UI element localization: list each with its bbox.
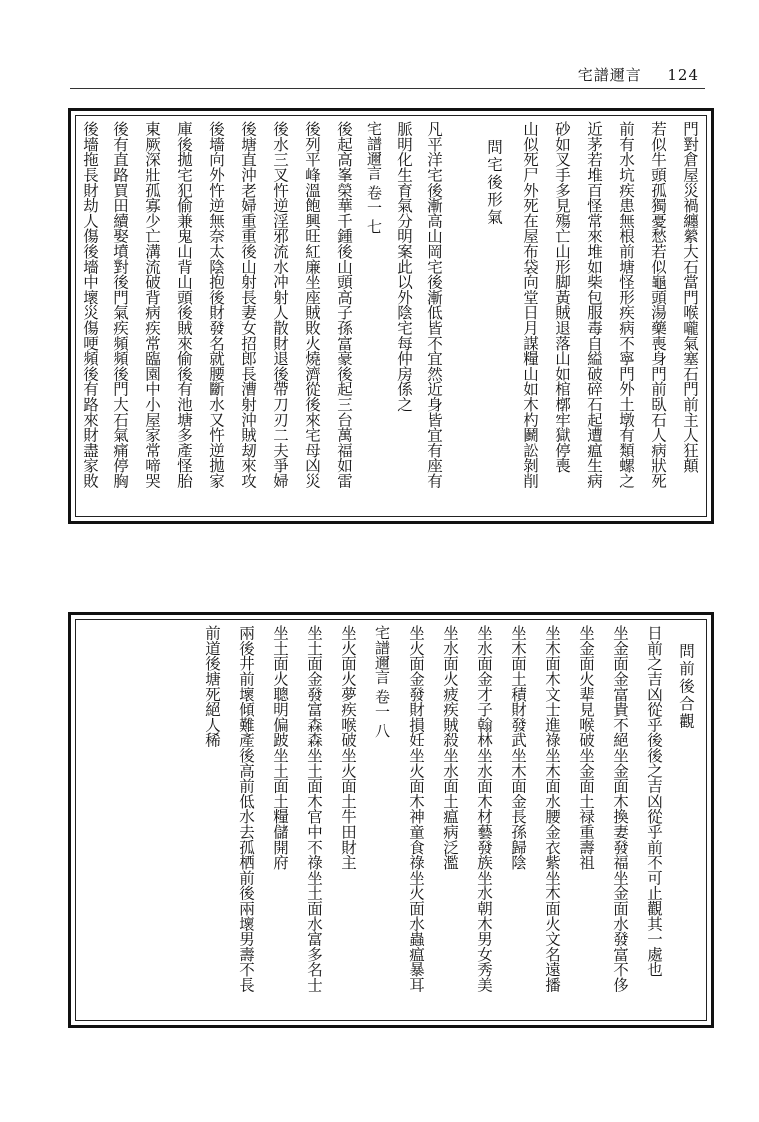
text-column: 坐火面金發財損妊坐火面木神童食祿坐火面水蟲瘟暴耳 [407, 625, 425, 993]
text-column: 坐土面火聰明偏跛坐土面土糧儲開府 [271, 625, 289, 870]
text-column: 坐水面火疲疾賊殺坐水面土瘟病泛濫 [441, 625, 459, 870]
text-column: 砂如叉手多見殤亡山形脚黃賊退落山如棺槨牢獄停喪 [553, 121, 571, 473]
text-column: 脈明化生育氣分明案此以外陰宅每仲房係之 [395, 121, 413, 412]
text-column: 後起高峯榮華千鍾後山頭高子孫富豪後起三台萬福如雷 [335, 121, 353, 489]
fold-margin-label: 宅譜邇言 卷一 八 [373, 625, 391, 738]
header-title-and-page [578, 64, 699, 85]
text-column: 日前之吉凶從乎後後之吉凶從乎前不可止觀其一處也 [645, 625, 663, 977]
text-column: 坐木面木文士進祿坐木面水腰金衣紫坐木面火文名遠播 [543, 625, 561, 993]
header-rule [70, 88, 705, 89]
text-column: 前道後塘死絕人稀 [203, 625, 221, 748]
section-heading: 問前後合觀 [677, 643, 695, 731]
text-column: 坐金面火辈見喉破坐金面土禄重壽祖 [577, 625, 595, 870]
text-column: 兩後井前壞傾難產後高前低水去孤栖前後兩壞男壽不長 [237, 625, 255, 993]
text-column: 坐土面金發富森森坐土面木官中不祿坐土面水富多名士 [305, 625, 323, 993]
page-number: 124 [667, 66, 699, 84]
text-column: 後列平峰溫飽興旺紅廉坐座賊敗火燒濟從後來宅母凶災 [303, 121, 321, 489]
text-column: 凡平洋宅後漸高山岡宅後漸低皆不宜然近身皆宜有座有 [425, 121, 443, 489]
text-column: 後有直路買田續娶墳對後門氣疾頻頻後門大石氣痛停胸 [111, 121, 129, 489]
text-column: 東厥深壯孤寡少亡溝流破背病疾常臨園中小屋家常啼哭 [143, 121, 161, 489]
text-column: 後墻拖長財劫人傷後墻中壞災傷哽頻後有路來財盡家敗 [81, 121, 99, 489]
text-column: 山似死尸外死在屋布袋向堂日月謀糧山如木杓鬬訟剝削 [521, 121, 539, 489]
running-header [0, 52, 759, 92]
text-column: 門對倉屋災禍纏縈大石當門喉嚨氣塞石門前主人狂顛 [681, 121, 699, 473]
text-column: 坐木面土積財發武坐木面金長孫歸陰 [509, 625, 527, 870]
lower-leaf-panel [68, 612, 714, 1028]
book-title: 宅譜邇言 [577, 66, 642, 84]
text-column: 近茅若堆百怪常來堆如柴包服毒自縊破碎石起遭瘟生病 [585, 121, 603, 489]
text-column: 坐水面金才子翰林坐水面木材藝發族坐水朝木男女秀美 [475, 625, 493, 993]
text-column: 後墻向外忤逆無奈太陰抱後財發名就腰斷水又忤逆拋家 [207, 121, 225, 489]
text-column: 庫後拋宅犯偷兼鬼山背山頭後賊來偷後有池塘多產怪胎 [175, 121, 193, 489]
text-column: 坐火面火夢疾喉破坐火面土牛田財主 [339, 625, 357, 870]
text-column: 後水三叉忤逆淫邪流水冲射人散財退後帶刀刃二夫爭婦 [271, 121, 289, 489]
text-column: 坐金面金富貴不絕坐金面木換妻發福坐金面水發富不侈 [611, 625, 629, 993]
section-heading: 問宅後形氣 [485, 139, 503, 227]
text-column: 若似牛頭孤獨憂愁若似龜頭湯藥喪身門前臥石人病狀死 [649, 121, 667, 489]
fold-margin-label: 宅譜邇言 卷一 七 [365, 121, 383, 234]
text-column: 前有水坑疾患無根前塘怪形疾病不寧門外土墩有類螺之 [617, 121, 635, 489]
text-column: 後塘直沖老婦重重後山射長妻女招郎長漕射沖賊刼來攻 [239, 121, 257, 489]
upper-leaf-panel [68, 108, 714, 524]
